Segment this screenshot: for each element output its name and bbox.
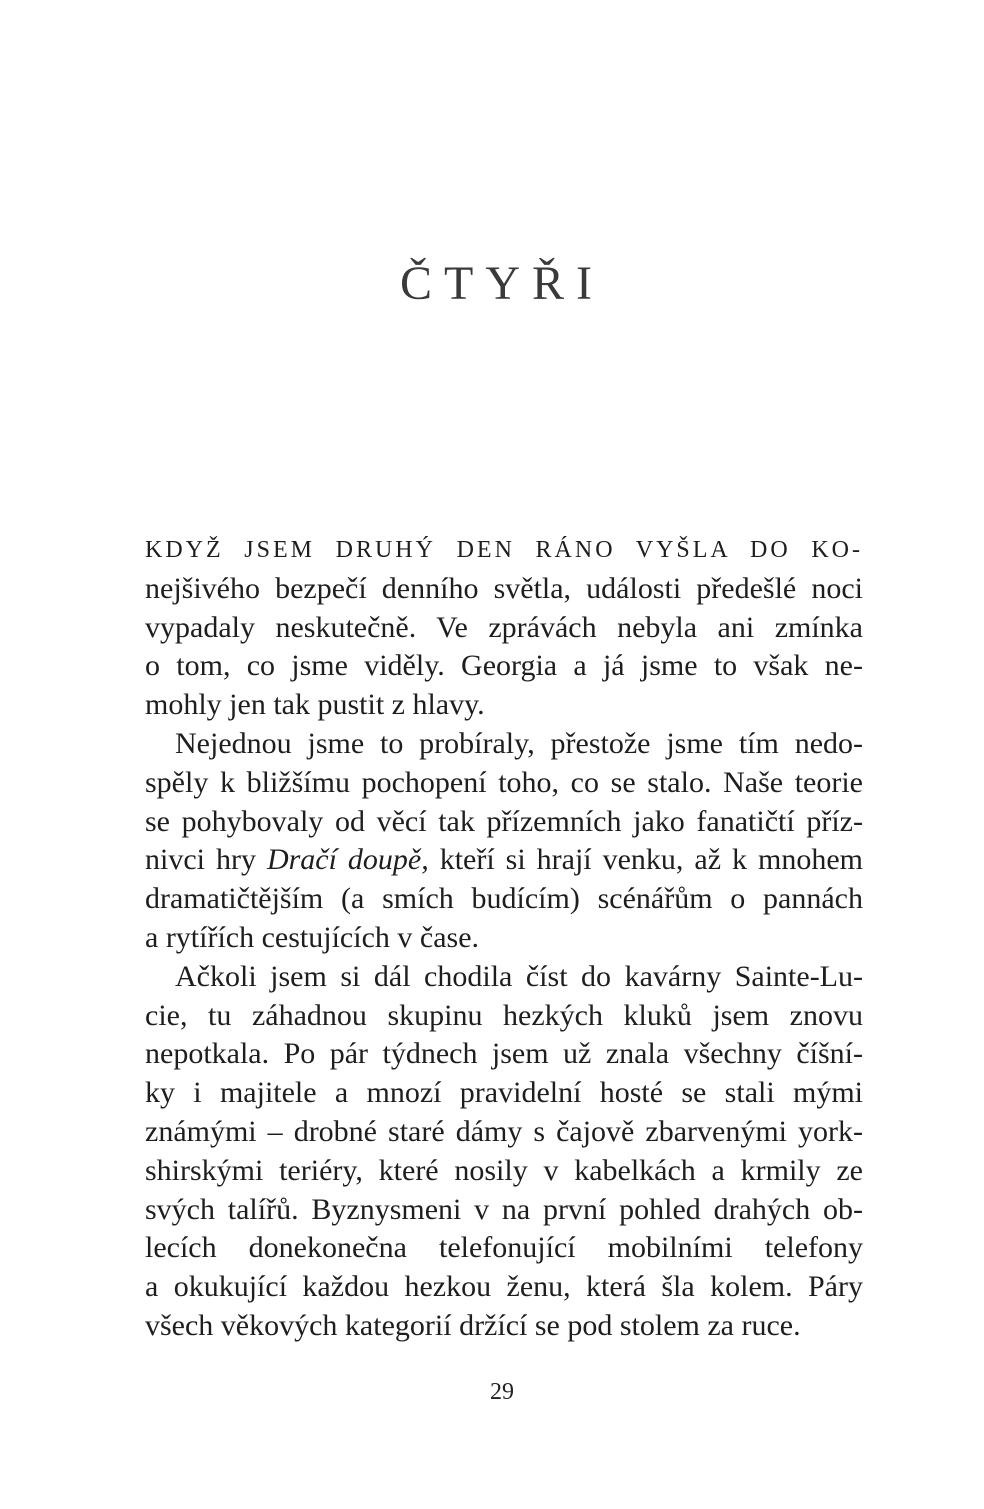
text-line: dramatičtějším (a smích budícím) scénářům o pannách	[145, 882, 863, 916]
text-line: cie, tu záhadnou skupinu hezkých kluků jsem znovu	[145, 998, 863, 1032]
text-line: vypadaly neskutečně. Ve zprávách nebyla ani zmínka	[145, 610, 863, 644]
text-line: nepotkala. Po pár týdnech jsem už znala všechny číšní-	[145, 1037, 863, 1071]
text-line: a rytířích cestujících v čase.	[145, 920, 480, 954]
text-line: a okukující každou hezkou ženu, která šla kolem. Páry	[145, 1270, 863, 1304]
chapter-title: ČTYŘI	[400, 257, 604, 311]
text-line: všech věkových kategorií držící se pod stolem za ruce.	[145, 1308, 801, 1342]
text-line: o tom, co jsme viděly. Georgia a já jsme to však ne-	[145, 649, 863, 683]
text-line: známými – drobné staré dámy s čajově zbarvenými york-	[145, 1114, 863, 1148]
text-line: KDYŽ JSEM DRUHÝ DEN RÁNO VYŠLA DO KO-	[145, 537, 863, 563]
text-line: ky i majitele a mnozí pravidelní hosté se stali mými	[145, 1076, 863, 1110]
text-line: lecích donekonečna telefonující mobilními telefony	[145, 1231, 863, 1265]
page-number: 29	[490, 1379, 514, 1405]
text-line: se pohybovaly od věcí tak přízemních jako fanatičtí příz-	[145, 804, 863, 838]
chapter-body	[145, 531, 863, 1346]
text-line-with-italic: nivci hry Dračí doupě, kteří si hrají venku, až k mnohem	[145, 843, 863, 877]
text-line: mohly jen tak pustit z hlavy.	[145, 688, 485, 722]
paragraph-2	[145, 725, 863, 958]
text-line: nejšivého bezpečí denního světla, události předešlé noci	[145, 571, 863, 605]
text-line: shirskými teriéry, které nosily v kabelkách a krmily ze	[145, 1153, 863, 1187]
text-line: Nejednou jsme to probíraly, přestože jsme tím nedo-	[175, 726, 863, 760]
paragraph-1	[145, 531, 863, 725]
text-line: Ačkoli jsem si dál chodila číst do kavárny Sainte-Lu-	[175, 959, 863, 993]
book-title-italic: Dračí doupě,	[266, 843, 429, 877]
text-line: svých talířů. Byznysmeni v na první pohled drahých ob-	[145, 1192, 863, 1226]
paragraph-3	[145, 958, 863, 1346]
text-line: spěly k bližšímu pochopení toho, co se stalo. Naše teorie	[145, 765, 863, 799]
